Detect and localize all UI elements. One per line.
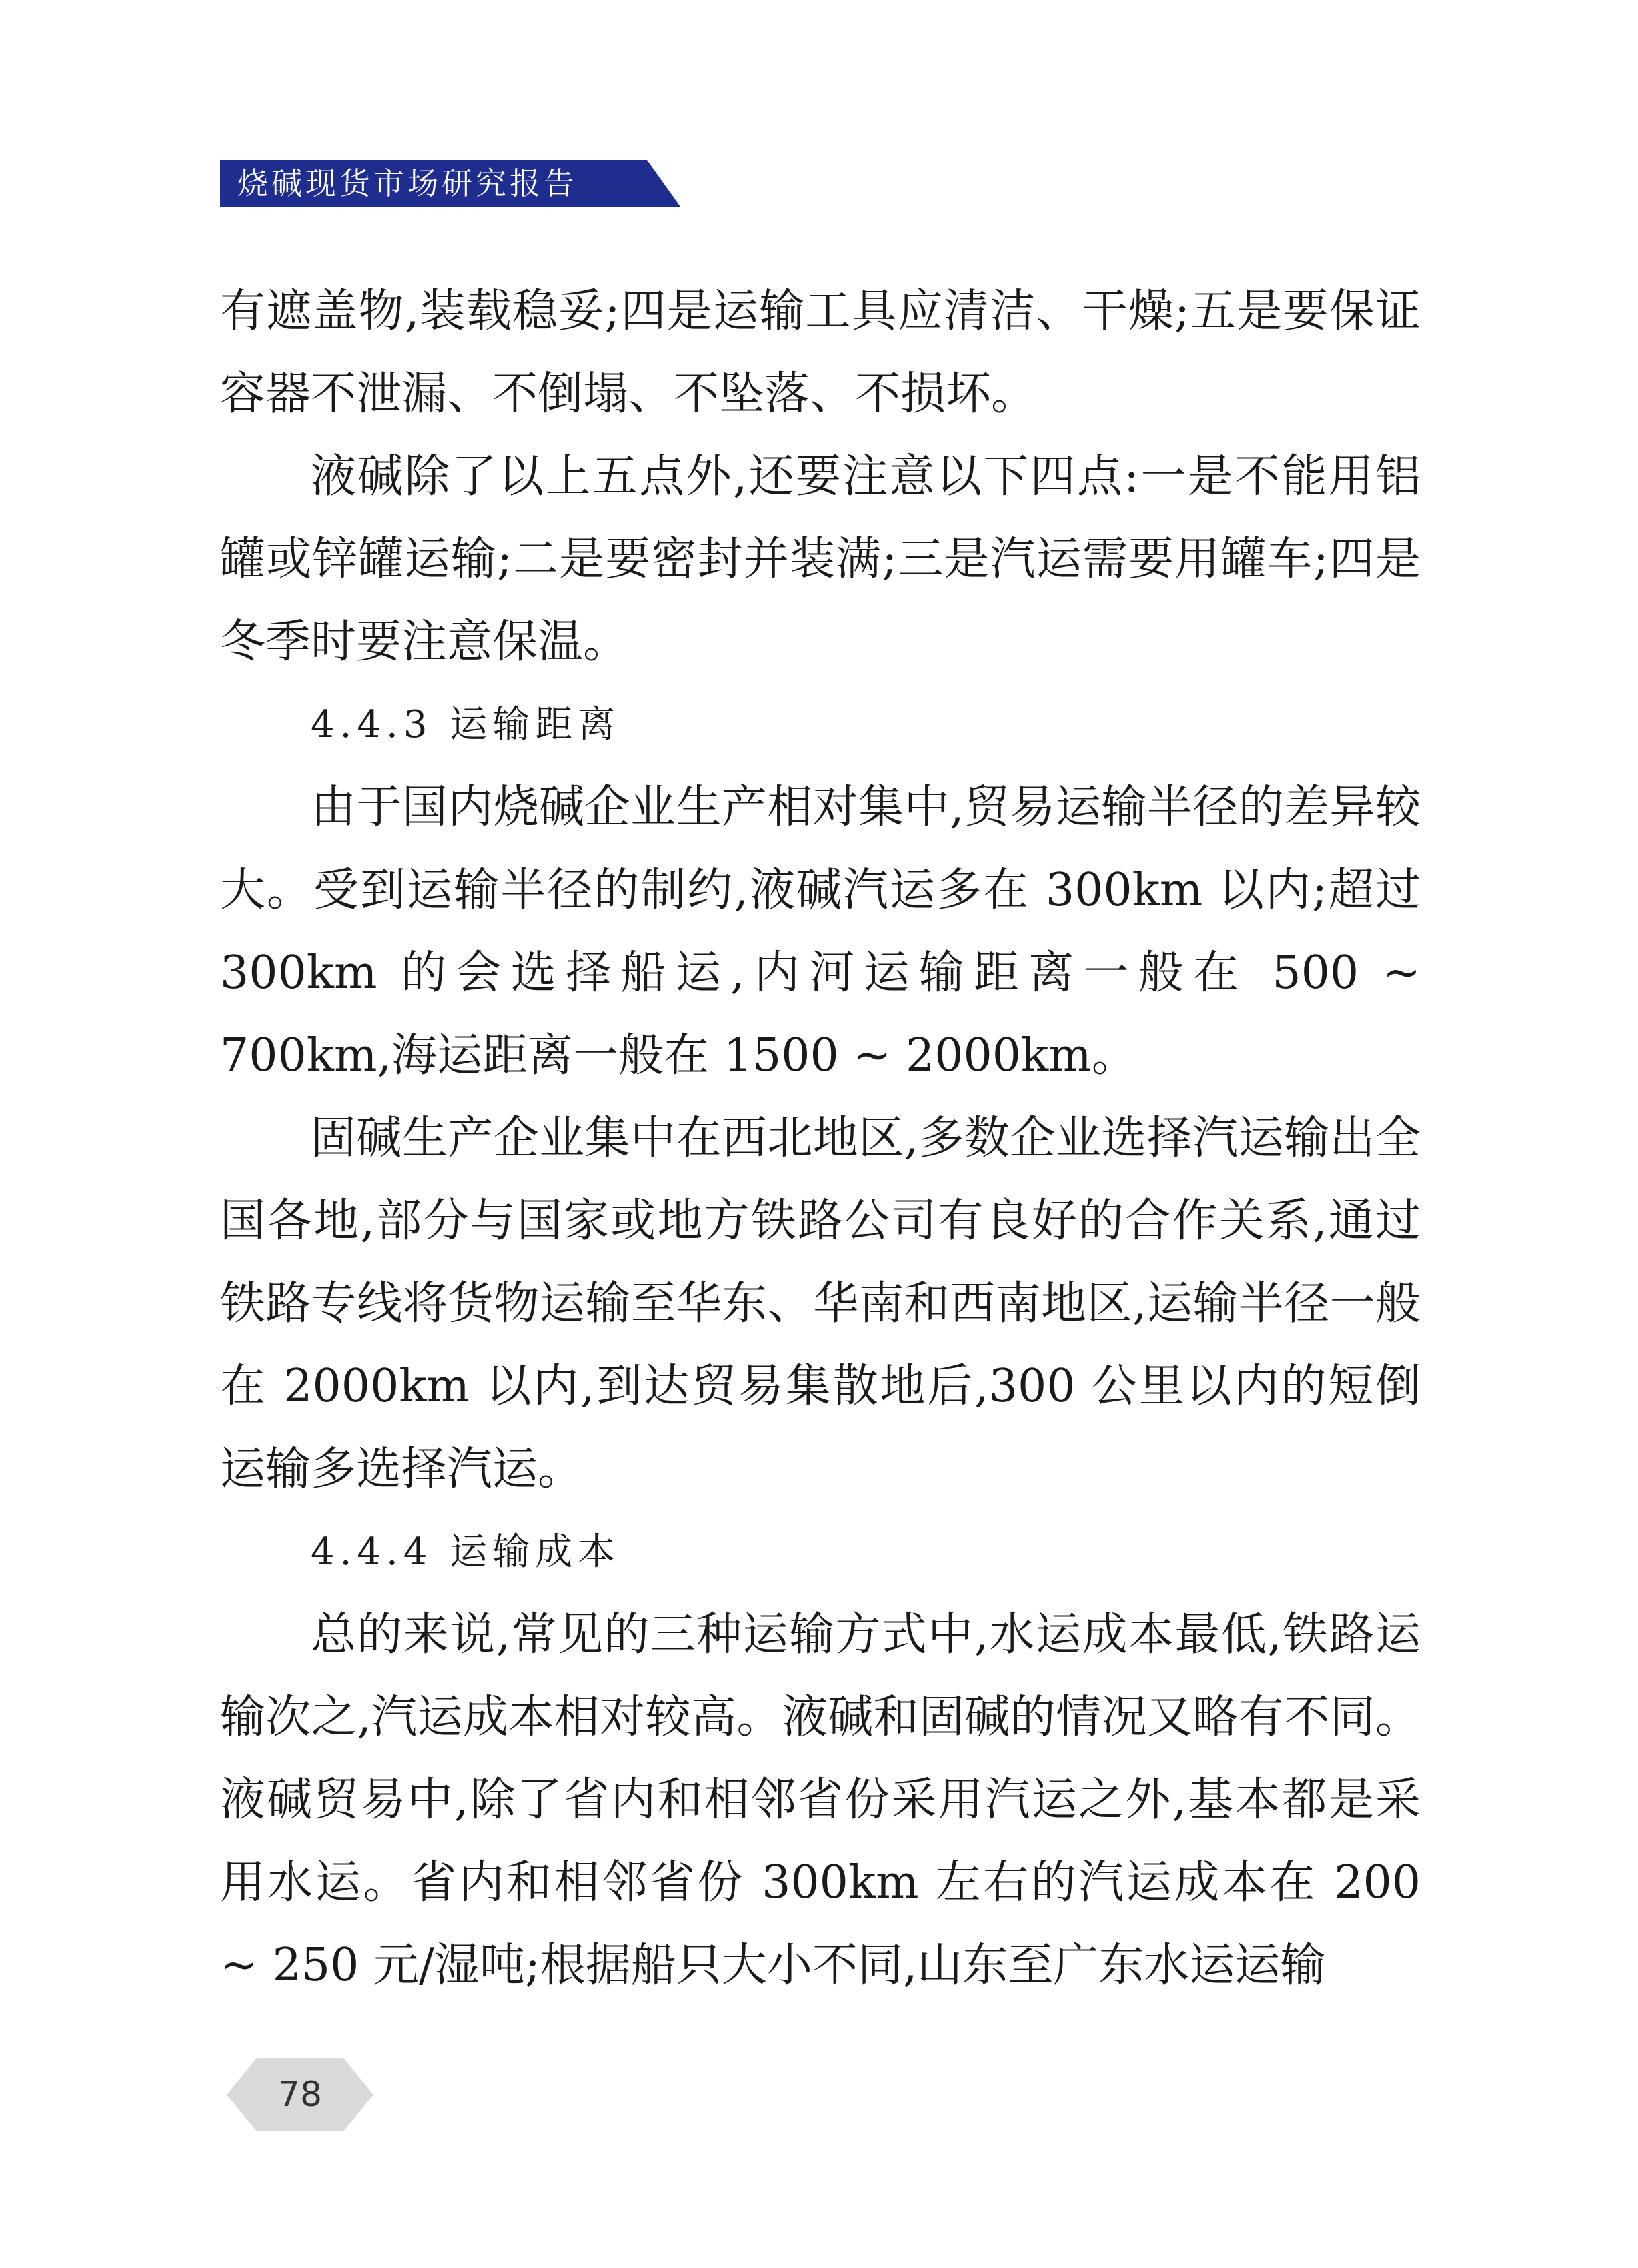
paragraph-transport-cost: 总的来说,常见的三种运输方式中,水运成本最低,铁路运输次之,汽运成本相对较高。液碱和固碱的情况又略有不同。液碱贸易中,除了省内和相邻省份采用汽运之外,基本都是采用水运。省内和相邻省份 300km 左右的汽运成本在 200 ~ 250 元/湿吨;根据船只大小不同,山东至广东水运运输 xyxy=(220,1608,1421,1992)
body-text xyxy=(220,270,1421,2007)
paragraph-transport-radius: 由于国内烧碱企业生产相对集中,贸易运输半径的差异较大。受到运输半径的制约,液碱汽运多在 300km 以内;超过 300km 的会选择船运,内河运输距离一般在 500 ~ 700km,海运距离一般在 1500 ~ 2000km。 xyxy=(220,781,1421,1082)
running-header-title: 烧碱现货市场研究报告 xyxy=(237,165,578,201)
section-heading-4-4-4: 4.4.4 运输成本 xyxy=(311,1530,621,1574)
paragraph-solid-caustic-soda: 固碱生产企业集中在西北地区,多数企业选择汽运输出全国各地,部分与国家或地方铁路公司有良好的合作关系,通过铁路专线将货物运输至华东、华南和西南地区,运输半径一般在 2000km 以内,到达贸易集散地后,300 公里以内的短倒运输多选择汽运。 xyxy=(220,1112,1421,1496)
page-number: 78 xyxy=(277,2075,323,2115)
page-number-badge xyxy=(227,2058,373,2131)
paragraph-liquid-caustic-soda: 液碱除了以上五点外,还要注意以下四点:一是不能用铝罐或锌罐运输;二是要密封并装满;三是汽运需要用罐车;四是冬季时要注意保温。 xyxy=(220,450,1421,668)
running-header-banner xyxy=(220,160,680,207)
section-heading-4-4-3: 4.4.3 运输距离 xyxy=(311,703,621,746)
paragraph-continued: 有遮盖物,装载稳妥;四是运输工具应清洁、干燥;五是要保证容器不泄漏、不倒塌、不坠落、不损坏。 xyxy=(220,285,1421,420)
